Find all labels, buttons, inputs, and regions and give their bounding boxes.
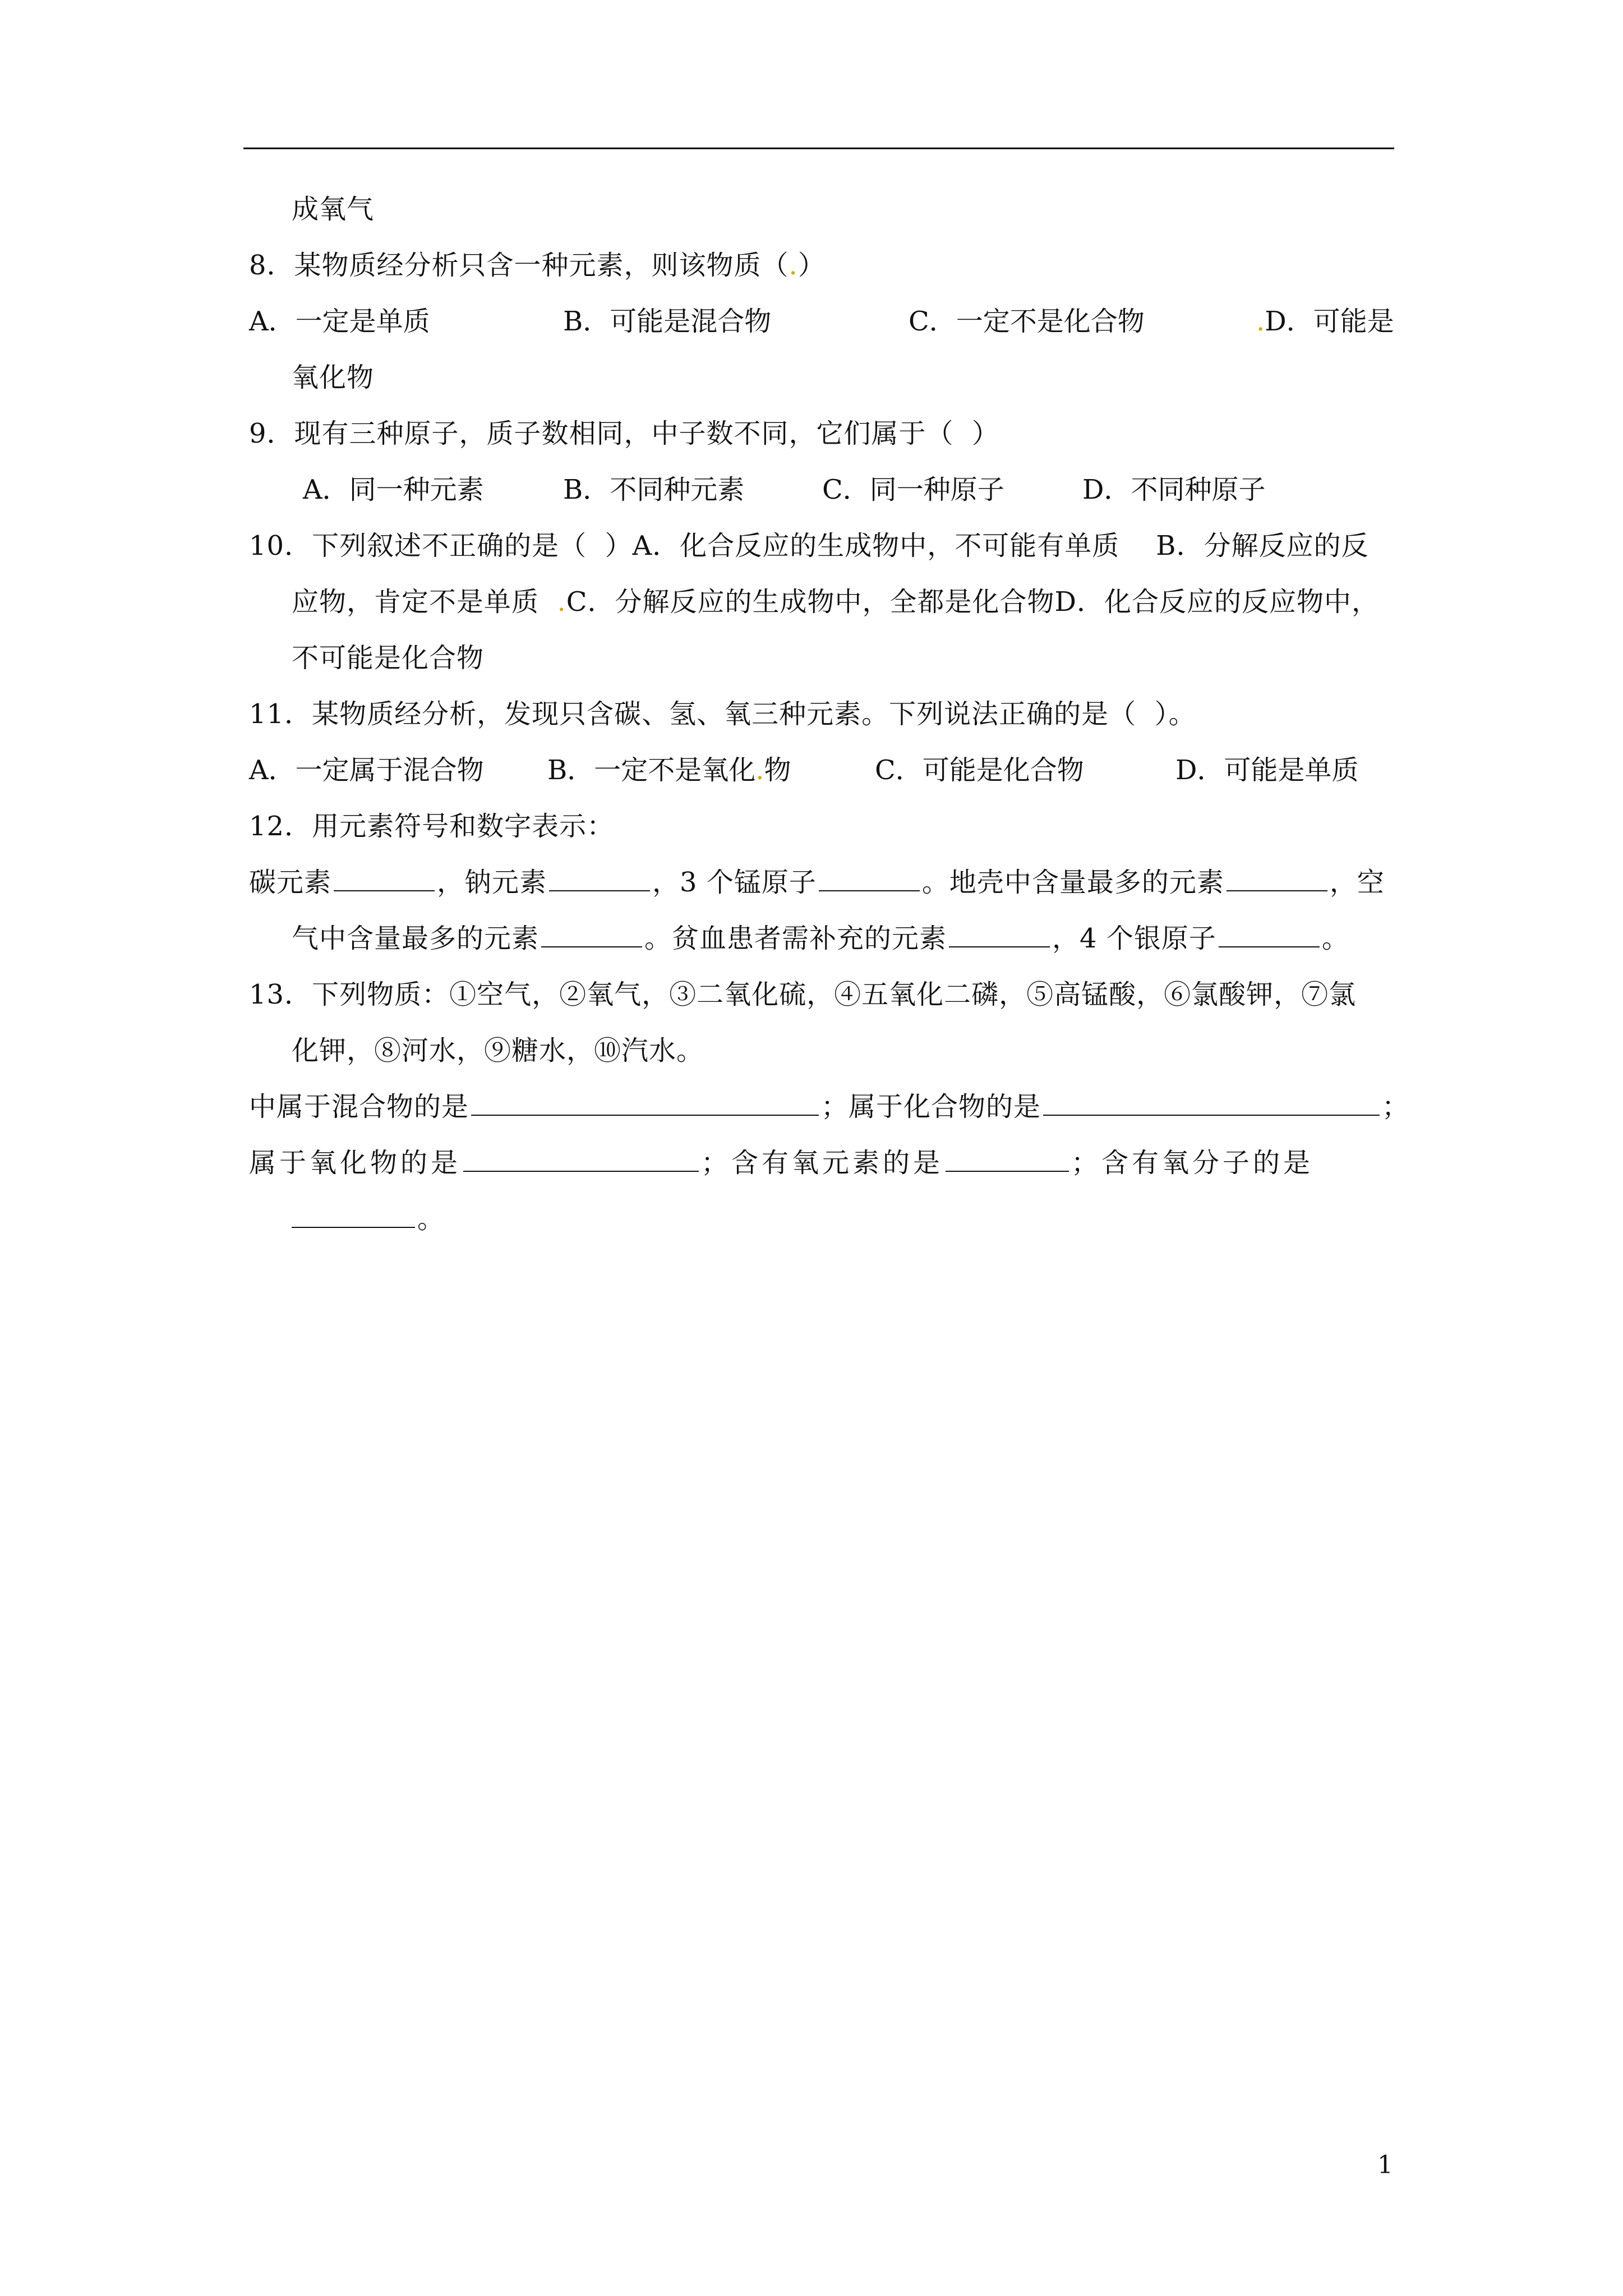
question-11: 11．某物质经分析，发现只含碳、氢、氧三种元素。下列说法正确的是（ ）。 bbox=[249, 698, 1196, 730]
answer-blank bbox=[334, 866, 435, 891]
q8-option-a: A．一定是单质 bbox=[249, 306, 430, 337]
answer-blank bbox=[1219, 922, 1320, 947]
question-12-line-1: 碳元素 ，钠元素 ，3 个锰原子 。地壳中含量最多的元素 ，空 bbox=[249, 867, 1385, 898]
q11-option-a: A．一定属于混合物 bbox=[249, 754, 484, 786]
question-13-line-4: 属于氧化物的是 ；含有氧元素的是 ；含有氧分子的是 bbox=[249, 1147, 1314, 1179]
question-10-cont-2: 不可能是化合物 bbox=[292, 642, 485, 674]
q11-option-c: C．可能是化合物 bbox=[875, 754, 1084, 786]
question-13-cont: 化钾，⑧河水，⑨糖水，⑩汽水。 bbox=[292, 1035, 704, 1066]
question-10-cont: 应物，肯定不是单质 .C．分解反应的生成物中，全都是化合物D．化合反应的反应物中， bbox=[292, 586, 1380, 618]
answer-blank bbox=[1227, 866, 1327, 891]
question-13-line-3: 中属于混合物的是 ；属于化合物的是 ； bbox=[249, 1091, 1410, 1122]
question-13: 13．下列物质：①空气，②氧气，③二氧化硫，④五氧化二磷，⑤高锰酸，⑥氯酸钾，⑦氯 bbox=[249, 979, 1357, 1010]
answer-blank bbox=[1043, 1090, 1380, 1116]
q11-option-b: B．一定不是氧化.物 bbox=[547, 754, 791, 786]
q9-option-d: D．不同种原子 bbox=[1082, 474, 1266, 505]
answer-blank bbox=[292, 1202, 415, 1228]
answer-blank bbox=[463, 1146, 699, 1172]
q8-option-c: C．一定不是化合物 bbox=[909, 306, 1145, 337]
question-12-line-2: 气中含量最多的元素 。贫血患者需补充的元素 ，4 个银原子 。 bbox=[292, 923, 1349, 954]
page-number: 1 bbox=[1377, 2151, 1393, 2179]
header-rule bbox=[243, 148, 1394, 149]
answer-blank bbox=[949, 922, 1050, 947]
answer-blank bbox=[541, 922, 642, 947]
answer-blank bbox=[549, 866, 650, 891]
q8-option-b: B．可能是混合物 bbox=[563, 306, 772, 337]
q9-option-a: A．同一种元素 bbox=[303, 474, 484, 505]
q9-option-c: C．同一种原子 bbox=[822, 474, 1004, 505]
question-9: 9．现有三种原子，质子数相同，中子数不同，它们属于（ ） bbox=[249, 418, 1000, 449]
answer-blank bbox=[946, 1146, 1069, 1172]
q8-option-d-cont: 氧化物 bbox=[292, 362, 375, 393]
question-13-line-5: 。 bbox=[292, 1202, 445, 1236]
question-10: 10．下列叙述不正确的是（ ）A．化合反应的生成物中，不可能有单质 B．分解反应的反 bbox=[249, 530, 1369, 562]
answer-blank bbox=[819, 866, 920, 891]
answer-blank bbox=[471, 1090, 819, 1116]
q8-option-d: .D．可能是 bbox=[1256, 306, 1394, 337]
question-12: 12．用元素符号和数字表示： bbox=[249, 811, 615, 842]
continuation-line: 成氧气 bbox=[292, 194, 375, 225]
q11-option-d: D．可能是单质 bbox=[1175, 754, 1359, 786]
question-8: 8．某物质经分析只含一种元素，则该物质（.） bbox=[249, 250, 826, 281]
q9-option-b: B．不同种元素 bbox=[563, 474, 745, 505]
